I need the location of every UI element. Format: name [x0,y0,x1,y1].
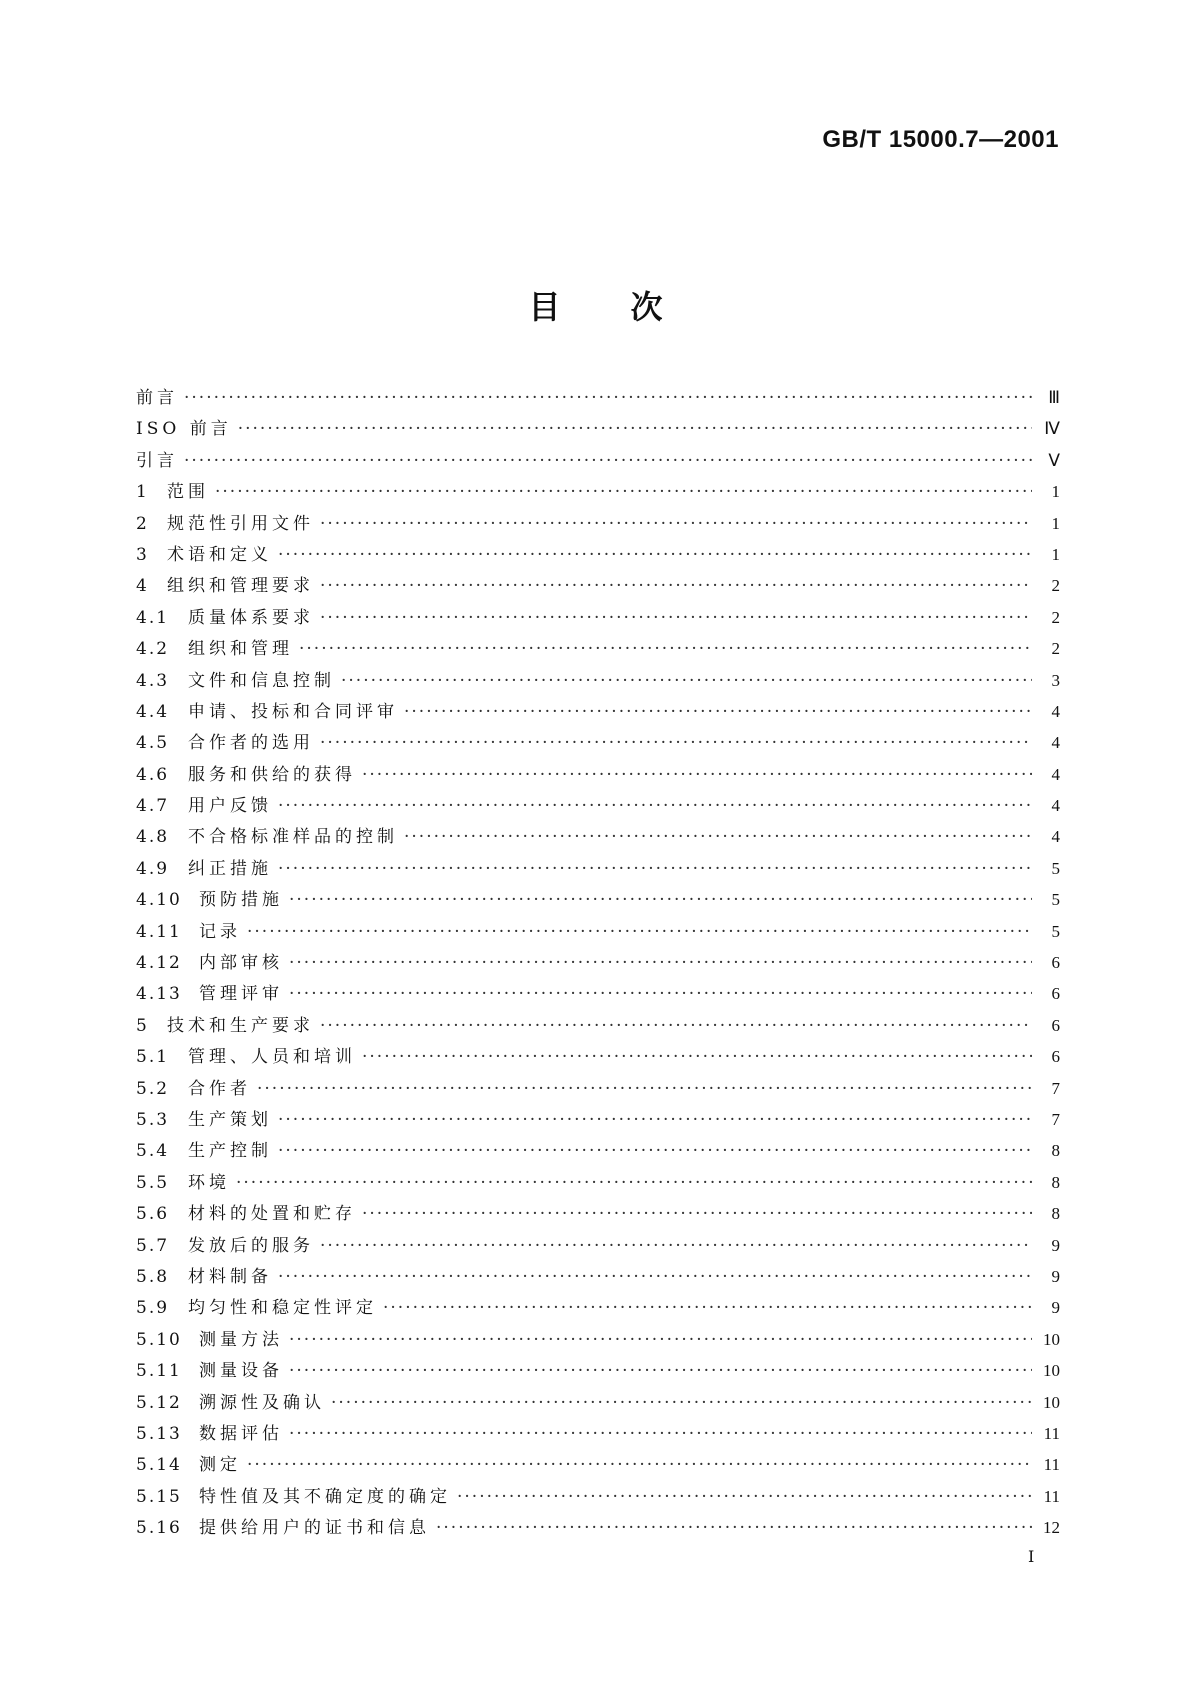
toc-leader-dots [278,1267,1032,1287]
toc-entry-page: Ⅲ [1048,388,1060,407]
toc-leader-dots [247,1455,1032,1475]
toc-entry-page: 9 [1051,1235,1060,1255]
toc-leader-dots [278,1141,1032,1161]
toc-entry-number: 5.3 [136,1109,170,1130]
toc-entry[interactable] [136,1042,1060,1073]
toc-leader-dots [278,545,1032,565]
toc-entry-number: 5.14 [136,1455,182,1476]
toc-entry-page: 4 [1051,796,1060,816]
toc-entry[interactable] [136,1513,1060,1544]
toc-entry-label: 管理评审 [199,984,283,1005]
toc-leader-dots [289,984,1032,1004]
toc-entry-page: 7 [1051,1109,1060,1129]
toc-entry-page: 4 [1051,827,1060,847]
toc-entry-label: 技术和生产要求 [167,1015,314,1036]
toc-entry-number: 5.4 [136,1141,170,1162]
toc-entry-number: 3 [136,544,149,565]
toc-entry-label: 不合格标准样品的控制 [188,827,398,848]
toc-entry-number: 4.7 [136,796,170,817]
toc-leader-dots [236,1173,1032,1193]
toc-entry-page: 6 [1051,1015,1060,1035]
toc-leader-dots [404,827,1032,847]
toc-leader-dots [362,1047,1032,1067]
toc-entry-label: 材料的处置和贮存 [188,1204,356,1225]
toc-entry-number: 5.13 [136,1423,182,1444]
toc-entry-number: 4.11 [136,921,182,942]
toc-leader-dots [341,671,1032,691]
toc-entry-label: 质量体系要求 [188,607,314,628]
toc-entry-page: 4 [1051,701,1060,721]
toc-entry-label: 申请、投标和合同评审 [188,701,398,722]
toc-entry[interactable] [136,446,1060,477]
toc-entry-page: 11 [1043,1423,1060,1443]
toc-entry-page: Ⅳ [1044,419,1060,439]
toc-entry-page: 12 [1043,1518,1060,1538]
toc-entry-label: 组织和管理要求 [167,576,314,597]
toc-entry[interactable] [136,1419,1060,1450]
toc-leader-dots [362,1204,1032,1224]
toc-entry[interactable] [136,1388,1060,1419]
toc-entry-number: 4.6 [136,764,170,785]
toc-leader-dots [289,890,1032,910]
toc-entry[interactable] [136,979,1060,1010]
toc-entry-label: 记录 [199,921,241,942]
toc-leader-dots [320,514,1032,534]
toc-entry-page: 2 [1051,639,1060,659]
toc-entry-number: 4.12 [136,953,182,974]
toc-entry-label: 文件和信息控制 [188,670,335,691]
toc-entry-label: 术语和定义 [167,544,272,565]
toc-entry-number: 5.11 [136,1361,182,1382]
toc-entry-page: 9 [1051,1266,1060,1286]
toc-entry-label: 测量方法 [199,1329,283,1350]
toc-entry[interactable] [136,1168,1060,1199]
toc-entry-label: 生产策划 [188,1109,272,1130]
toc-entry[interactable] [136,540,1060,571]
toc-entry-label: 内部审核 [199,953,283,974]
toc-entry[interactable] [136,1356,1060,1387]
toc-entry-page: 1 [1051,482,1060,502]
toc-entry-label: 测量设备 [199,1361,283,1382]
toc-entry-label: 生产控制 [188,1141,272,1162]
toc-leader-dots [331,1393,1032,1413]
toc-entry[interactable] [136,477,1060,508]
toc-entry-number: 2 [136,513,149,534]
toc-entry-label: 管理、人员和培训 [188,1047,356,1068]
toc-entry-number: 5.15 [136,1486,182,1507]
toc-entry-number: 4.9 [136,858,170,879]
toc-entry-number: 4.5 [136,733,170,754]
toc-entry-label: 服务和供给的获得 [188,764,356,785]
toc-entry-label: 均匀性和稳定性评定 [188,1298,377,1319]
toc-entry-page: 6 [1051,953,1060,973]
toc-entry-label: 测定 [199,1455,241,1476]
toc-entry-number: 5.10 [136,1329,182,1350]
toc-entry-page: 8 [1051,1141,1060,1161]
table-of-contents [136,383,1060,1544]
toc-entry-number: 4.10 [136,890,182,911]
toc-leader-dots [320,576,1032,596]
toc-leader-dots [299,639,1032,659]
toc-entry[interactable] [136,1136,1060,1167]
toc-entry-label: 前言 [136,388,178,408]
toc-entry-page: 6 [1051,1047,1060,1067]
toc-entry[interactable] [136,1482,1060,1513]
toc-entry-number: 4.4 [136,701,170,722]
page-title [0,282,1191,328]
toc-entry-number: 4 [136,576,149,597]
toc-entry-number: 4.8 [136,827,170,848]
toc-leader-dots [247,922,1032,942]
toc-entry[interactable] [136,509,1060,540]
toc-entry-page: 4 [1051,764,1060,784]
toc-entry[interactable] [136,1199,1060,1230]
toc-entry-page: 8 [1051,1204,1060,1224]
toc-entry-number: 5.9 [136,1298,170,1319]
toc-entry-page: 5 [1051,890,1060,910]
standard-code: GB/T 15000.7—2001 [822,126,1059,153]
toc-entry[interactable] [136,854,1060,885]
toc-entry-label: 合作者的选用 [188,733,314,754]
toc-leader-dots [278,859,1032,879]
toc-leader-dots [457,1487,1032,1507]
toc-entry[interactable] [136,571,1060,602]
toc-entry-label: 提供给用户的证书和信息 [199,1518,430,1539]
toc-entry-page: 9 [1051,1298,1060,1318]
toc-entry-number: 5.5 [136,1172,170,1193]
toc-entry-page: 10 [1043,1392,1060,1412]
toc-entry[interactable] [136,1105,1060,1136]
toc-leader-dots [289,953,1032,973]
toc-entry-number: 4.13 [136,984,182,1005]
toc-entry[interactable] [136,697,1060,728]
toc-entry-number: 5.7 [136,1235,170,1256]
toc-entry[interactable] [136,414,1060,445]
toc-entry-page: 10 [1043,1361,1060,1381]
toc-leader-dots [320,733,1032,753]
toc-entry[interactable] [136,1325,1060,1356]
toc-entry[interactable] [136,885,1060,916]
toc-entry-page: 11 [1043,1455,1060,1475]
toc-entry-page: 10 [1043,1329,1060,1349]
toc-entry-number: 5.6 [136,1204,170,1225]
toc-entry-page: 2 [1051,607,1060,627]
toc-entry-label: 环境 [188,1172,230,1193]
toc-leader-dots [278,1110,1032,1130]
toc-entry-label: 用户反馈 [188,796,272,817]
toc-entry-number: 5.1 [136,1047,170,1068]
toc-entry-page: 11 [1043,1486,1060,1506]
title-char-1: 目 [528,288,561,326]
toc-entry[interactable] [136,728,1060,759]
toc-entry-page: 2 [1051,576,1060,596]
page-number: I [1028,1547,1035,1566]
toc-entry[interactable] [136,760,1060,791]
toc-entry[interactable] [136,1074,1060,1105]
toc-entry-label: 纠正措施 [188,858,272,879]
toc-entry-number: 5 [136,1015,149,1036]
toc-leader-dots [238,419,1032,439]
toc-entry[interactable] [136,1231,1060,1262]
toc-leader-dots [320,1016,1032,1036]
toc-leader-dots [278,796,1032,816]
toc-entry-label: 预防措施 [199,890,283,911]
toc-leader-dots [383,1298,1032,1318]
toc-entry-page: 3 [1051,670,1060,690]
toc-leader-dots [362,765,1032,785]
toc-entry[interactable] [136,603,1060,634]
toc-entry-page: 8 [1051,1172,1060,1192]
toc-entry-number: 1 [136,482,149,503]
toc-entry-page: 5 [1051,858,1060,878]
toc-entry-label: 规范性引用文件 [167,513,314,534]
toc-entry-label: 引言 [136,450,178,471]
toc-entry-page: Ⅴ [1048,450,1060,470]
toc-entry-number: 4.3 [136,670,170,691]
toc-entry[interactable] [136,917,1060,948]
toc-entry[interactable] [136,1011,1060,1042]
toc-entry[interactable] [136,1262,1060,1293]
toc-leader-dots [215,482,1032,502]
toc-entry-number: 5.8 [136,1266,170,1287]
toc-leader-dots [257,1079,1032,1099]
toc-entry-label: 特性值及其不确定度的确定 [199,1486,451,1507]
toc-leader-dots [436,1518,1032,1538]
toc-entry-page: 6 [1051,984,1060,1004]
toc-entry-label: ISO 前言 [136,419,232,440]
toc-entry[interactable] [136,822,1060,853]
toc-entry-label: 组织和管理 [188,639,293,660]
toc-entry-page: 7 [1051,1078,1060,1098]
toc-leader-dots [184,388,1032,408]
toc-entry-number: 5.12 [136,1392,182,1413]
toc-entry[interactable] [136,634,1060,665]
toc-entry-number: 5.16 [136,1518,182,1539]
toc-entry-page: 1 [1051,513,1060,533]
toc-entry-page: 5 [1051,921,1060,941]
toc-entry-label: 材料制备 [188,1266,272,1287]
toc-entry-label: 溯源性及确认 [199,1392,325,1413]
toc-entry-number: 4.1 [136,607,170,628]
toc-entry-label: 范围 [167,482,209,503]
toc-leader-dots [320,608,1032,628]
toc-entry-number: 4.2 [136,639,170,660]
toc-entry-label: 数据评估 [199,1423,283,1444]
toc-entry[interactable] [136,1450,1060,1481]
toc-entry-page: 1 [1051,544,1060,564]
toc-entry[interactable] [136,1293,1060,1324]
toc-leader-dots [289,1361,1032,1381]
toc-entry[interactable] [136,948,1060,979]
toc-entry[interactable] [136,666,1060,697]
toc-leader-dots [289,1424,1032,1444]
toc-entry-label: 合作者 [188,1078,251,1099]
toc-leader-dots [404,702,1032,722]
title-char-2: 次 [630,288,663,326]
toc-entry[interactable] [136,383,1060,414]
toc-entry-number: 5.2 [136,1078,170,1099]
toc-entry[interactable] [136,791,1060,822]
toc-leader-dots [184,451,1032,471]
toc-entry-label: 发放后的服务 [188,1235,314,1256]
toc-leader-dots [289,1330,1032,1350]
toc-entry-page: 4 [1051,733,1060,753]
toc-leader-dots [320,1236,1032,1256]
